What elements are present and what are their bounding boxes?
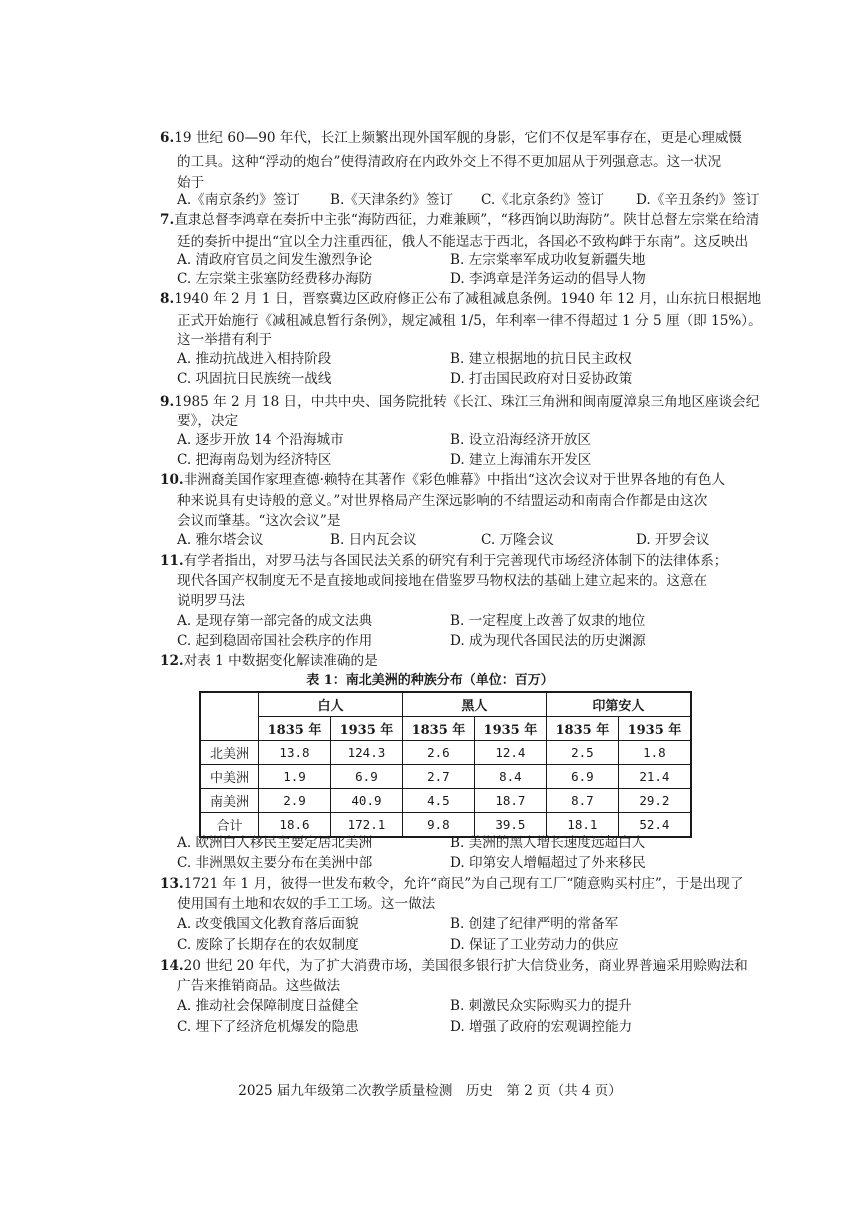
table-cell: 2.9 [259,789,331,813]
option-b: B. 设立沿海经济开放区 [450,432,591,448]
option-c: C. 埋下了经济危机爆发的隐患 [177,1019,359,1035]
table-year-header: 1935 年 [618,717,691,741]
table-cell: 8.4 [474,765,546,789]
option-d: D. 成为现代各国民法的历史渊源 [450,633,646,649]
option-b: B. 美洲的黑人增长速度远超白人 [450,835,646,851]
option-d: D. 增强了政府的宏观调控能力 [450,1019,633,1035]
question-number: 11. [160,553,184,569]
question-number: 12. [160,653,184,669]
option-c: C. 把海南岛划为经济特区 [177,452,332,468]
row-label: 北美洲 [200,741,259,765]
question-text: 1721 年 1 月，彼得一世发布敕令，允许“商民”为自己现有工厂“随意购买村庄”，于是出现了 [183,876,744,892]
question-text: 有学者指出，对罗马法与各国民法关系的研究有利于完善现代市场经济体制下的法律体系； [183,553,728,569]
table-year-header: 1935 年 [330,717,402,741]
option-c: C. 非洲黑奴主要分布在美洲中部 [177,855,373,871]
row-label: 南美洲 [200,789,259,813]
option-c: C. 万隆会议 [481,532,554,548]
option-d: D. 开罗会议 [636,532,710,548]
question-text: 1940 年 2 月 1 日，晋察冀边区政府修正公布了减租减息条例。1940 年 12 月，山东抗日根据地 [174,291,762,307]
table-caption: 表 1：南北美洲的种族分布（单位：百万） [306,673,554,688]
table-cell: 40.9 [330,789,402,813]
option-b: B. 建立根据地的抗日民主政权 [450,351,632,367]
option-d: D. 打击国民政府对日妥协政策 [450,371,633,387]
option-b: B. 日内瓦会议 [330,532,417,548]
table-cell: 1.8 [618,741,691,765]
question-text: 的工具。这种“浮动的炮台”使得清政府在内政外交上不得不更加屈从于列强意志。这一状况 [177,154,722,170]
table-cell: 6.9 [330,765,402,789]
option-a: A. 清政府官员之间发生激烈争论 [177,252,373,268]
table-cell: 18.7 [474,789,546,813]
question-number: 8. [160,291,175,307]
table-cell: 8.7 [546,789,618,813]
table-group-header: 黑人 [402,692,546,717]
option-a: A. 改变俄国文化教育落后面貌 [177,916,359,932]
table-cell: 18.6 [259,813,331,838]
question-text: 正式开始施行《减租减息暂行条例》，规定减租 1/5，年利率一律不得超过 1 分 5 厘（即 15%）。 [177,313,762,329]
option-d: D. 保证了工业劳动力的供应 [450,937,619,953]
option-d: D. 印第安人增幅超过了外来移民 [450,855,646,871]
question-text: 始于 [177,175,205,191]
question-text: 直隶总督李鸿章在奏折中主张“海防西征，力难兼顾”，“移西饷以助海防”。陕甘总督左宗棠在给清 [174,212,760,228]
question-number: 13. [160,876,184,892]
question-text: 广告来推销商品。这些做法 [177,978,341,994]
table-group-header: 白人 [259,692,403,717]
option-b: B. 一定程度上改善了奴隶的地位 [450,613,646,629]
option-b: B.《天津条约》签订 [330,192,454,208]
option-c: C. 左宗棠主张塞防经费移办海防 [177,271,373,287]
row-label: 合计 [200,813,259,838]
page-footer: 2025 届九年级第二次教学质量检测 历史 第 2 页（共 4 页） [238,1083,622,1099]
table-cell: 124.3 [330,741,402,765]
option-a: A. 雅尔塔会议 [177,532,264,548]
table-year-header: 1835 年 [402,717,474,741]
question-text: 种来说具有史诗般的意义。”对世界格局产生深远影响的不结盟运动和南南合作都是由这次 [177,493,708,509]
table-corner-cell [200,692,259,741]
option-c: C. 起到稳固帝国社会秩序的作用 [177,633,373,649]
table-cell: 12.4 [474,741,546,765]
option-a: A. 欧洲白人移民主要定居北美洲 [177,835,373,851]
question-text: 廷的奏折中提出“宜以全力注重西征，俄人不能逞志于西北，各国必不致构衅于东南”。这反映出 [177,234,749,250]
question-text: 对表 1 中数据变化解读准确的是 [183,653,378,669]
question-text: 19 世纪 60—90 年代，长江上频繁出现外国军舰的身影，它们不仅是军事存在，更是心理威慑 [174,130,743,146]
question-text: 会议而肇基。“这次会议”是 [177,513,341,529]
table-cell: 2.5 [546,741,618,765]
option-b: B. 左宗棠率军成功收复新疆失地 [450,252,646,268]
option-d: D. 李鸿章是洋务运动的倡导人物 [450,271,646,287]
question-text: 1985 年 2 月 18 日，中共中央、国务院批转《长江、珠江三角洲和闽南厦漳泉三角地区座谈会纪 [174,394,760,410]
question-text: 这一举措有利于 [177,332,273,348]
table-cell: 2.7 [402,765,474,789]
option-b: B. 刺激民众实际购买力的提升 [450,998,632,1014]
option-a: A. 推动社会保障制度日益健全 [177,998,359,1014]
table-cell: 4.5 [402,789,474,813]
table-cell: 52.4 [618,813,691,838]
question-text: 非洲裔美国作家理查德·赖特在其著作《彩色帷幕》中指出“这次会议对于世界各地的有色人 [183,472,726,488]
table-cell: 13.8 [259,741,331,765]
question-number: 6. [160,130,175,146]
table-header-row [200,692,691,717]
table-year-row [200,717,691,741]
option-c: C. 巩固抗日民族统一战线 [177,371,332,387]
option-a: A. 逐步开放 14 个沿海城市 [177,432,344,448]
table-cell: 29.2 [618,789,691,813]
option-a: A.《南京条约》签订 [177,192,300,208]
question-text: 20 世纪 20 年代，为了扩大消费市场，美国很多银行扩大信贷业务，商业界普遍采用赊购法和 [183,958,748,974]
table-row [200,789,691,813]
table-cell: 39.5 [474,813,546,838]
question-text: 现代各国产权制度无不是直接地或间接地在借鉴罗马物权法的基础上建立起来的。这意在 [177,573,708,589]
table-year-header: 1835 年 [546,717,618,741]
option-c: C.《北京条约》签订 [481,192,604,208]
question-number: 10. [160,472,184,488]
option-b: B. 创建了纪律严明的常备军 [450,916,619,932]
table-cell: 18.1 [546,813,618,838]
table-cell: 172.1 [330,813,402,838]
table-cell: 1.9 [259,765,331,789]
question-number: 9. [160,394,175,410]
option-d: D.《辛丑条约》签订 [636,192,760,208]
option-a: A. 是现存第一部完备的成文法典 [177,613,373,629]
table-cell: 2.6 [402,741,474,765]
table-year-header: 1835 年 [259,717,331,741]
table-group-header: 印第安人 [546,692,691,717]
table-year-header: 1935 年 [474,717,546,741]
option-a: A. 推动抗战进入相持阶段 [177,351,332,367]
table-row [200,741,691,765]
race-distribution-table [199,691,692,838]
question-text: 要》，决定 [177,413,239,429]
table-cell: 21.4 [618,765,691,789]
question-number: 14. [160,958,184,974]
question-text: 说明罗马法 [177,593,245,609]
row-label: 中美洲 [200,765,259,789]
question-number: 7. [160,212,175,228]
table-cell: 6.9 [546,765,618,789]
table-row [200,765,691,789]
option-c: C. 废除了长期存在的农奴制度 [177,937,359,953]
option-d: D. 建立上海浦东开发区 [450,452,592,468]
question-text: 使用国有土地和农奴的手工工场。这一做法 [177,896,436,912]
table-cell: 9.8 [402,813,474,838]
